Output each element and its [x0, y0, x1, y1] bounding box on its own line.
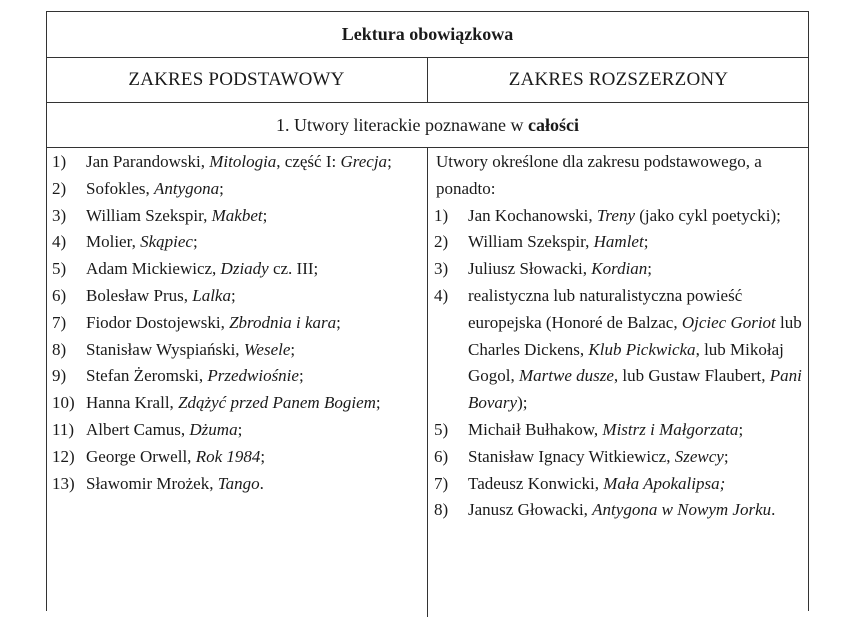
list-item — [434, 444, 808, 471]
item-text — [86, 256, 424, 283]
work-title: Mała Apokalipsa; — [603, 473, 726, 493]
work-title: Kordian — [591, 259, 648, 279]
item-fragment: . — [259, 473, 264, 493]
list-item — [52, 337, 424, 364]
item-text — [468, 444, 808, 471]
section-heading-text: 1. Utwory literackie poznawane w — [276, 114, 528, 135]
list-item — [434, 283, 808, 417]
item-text — [86, 363, 424, 390]
list-item — [52, 229, 424, 256]
item-fragment: ; — [643, 232, 649, 252]
item-number: 3) — [434, 259, 449, 279]
item-number: 9) — [52, 366, 67, 386]
work-title: Rok 1984 — [195, 446, 261, 466]
item-text — [86, 203, 424, 230]
work-title: Zbrodnia i kara — [229, 312, 337, 332]
work-title: Ojciec Goriot — [681, 312, 776, 332]
item-text — [86, 417, 424, 444]
list-item — [52, 256, 424, 283]
work-title: Grecja — [340, 152, 388, 171]
work-title: Antygona w Nowym Jorku — [592, 500, 772, 520]
item-fragment: ; — [375, 393, 381, 413]
column-header-basic: ZAKRES PODSTAWOWY — [128, 69, 345, 90]
item-number: 2) — [52, 178, 67, 198]
item-number: 7) — [52, 312, 67, 332]
work-title: Przedwiośnie — [207, 366, 299, 386]
work-title: Tango — [217, 473, 260, 493]
work-title: Dżuma — [189, 419, 238, 439]
item-text — [86, 390, 424, 417]
item-number: 6) — [434, 446, 449, 466]
author-name: Janusz Głowacki, — [468, 500, 593, 520]
basic-reading-list — [52, 149, 424, 497]
list-item — [52, 471, 424, 498]
author-name: William Szekspir, — [468, 232, 594, 252]
item-number: 8) — [52, 339, 67, 359]
item-text — [86, 337, 424, 364]
section-heading — [46, 103, 809, 147]
item-number: 6) — [52, 285, 67, 305]
author-name: Michaił Bułhakow, — [468, 419, 603, 439]
list-item — [52, 203, 424, 230]
item-fragment: (jako cykl poetycki); — [635, 205, 781, 225]
item-fragment: realistyczna lub naturalistyczna powieść europejska (Honoré de Balzac, — [468, 285, 743, 332]
item-fragment: ; — [738, 419, 744, 439]
item-number: 2) — [434, 232, 449, 252]
author-name: Stanisław Ignacy Witkiewicz, — [468, 446, 675, 466]
list-item — [52, 310, 424, 337]
author-name: William Szekspir, — [86, 205, 212, 225]
work-title: Klub Pickwicka — [588, 339, 696, 359]
item-number: 1) — [434, 205, 449, 225]
work-title: Mitologia — [209, 152, 277, 171]
reading-list-table — [46, 11, 809, 611]
item-fragment: ; — [290, 339, 296, 359]
work-title: Pani Bovary — [468, 366, 802, 413]
author-name: George Orwell, — [86, 446, 196, 466]
work-title: Martwe dusze — [519, 366, 614, 386]
item-fragment: , część I: — [276, 152, 341, 171]
item-fragment: ; — [219, 178, 224, 198]
extended-reading-list — [434, 149, 808, 524]
item-text — [468, 471, 808, 498]
list-item — [52, 176, 424, 203]
item-fragment: ; — [387, 152, 392, 171]
author-name: Tadeusz Konwicki, — [468, 473, 604, 493]
extended-items — [434, 203, 808, 525]
item-text — [468, 497, 808, 524]
author-name: Molier, — [86, 232, 141, 252]
author-name: Adam Mickiewicz, — [86, 259, 221, 279]
table-title: Lektura obowiązkowa — [341, 23, 514, 44]
item-number: 3) — [52, 205, 67, 225]
list-item — [52, 390, 424, 417]
item-text — [468, 256, 808, 283]
work-title: Treny — [596, 205, 635, 225]
item-fragment: ; — [230, 285, 236, 305]
item-fragment: lub Charles Dickens, — [468, 312, 802, 359]
work-title: Mistrz i Małgorzata — [602, 419, 739, 439]
work-title: Skąpiec — [140, 232, 193, 252]
item-fragment: , lub Gustaw Flaubert, — [613, 366, 770, 386]
work-title: Hamlet — [593, 232, 644, 252]
work-title: Makbet — [211, 205, 263, 225]
extended-intro: Utwory określone dla zakresu podstawowego, a ponadto: — [436, 152, 762, 198]
author-name: Sofokles, — [86, 178, 154, 198]
list-item — [52, 417, 424, 444]
item-number: 8) — [434, 500, 449, 520]
author-name: Sławomir Mrożek, — [86, 473, 218, 493]
item-text — [468, 229, 808, 256]
item-text — [86, 471, 424, 498]
list-item — [434, 417, 808, 444]
item-fragment: ; — [262, 205, 268, 225]
list-item — [52, 363, 424, 390]
item-number: 13) — [52, 473, 75, 493]
item-number: 11) — [52, 419, 75, 439]
column-header-extended: ZAKRES ROZSZERZONY — [508, 69, 729, 90]
item-number: 12) — [52, 446, 75, 466]
item-fragment: ; — [237, 419, 243, 439]
author-name: Stanisław Wyspiański, — [86, 339, 244, 359]
work-title: Szewcy — [674, 446, 724, 466]
item-fragment: ); — [517, 393, 528, 413]
item-number: 10) — [52, 393, 75, 413]
item-number: 5) — [52, 259, 67, 279]
item-fragment: ; — [298, 366, 304, 386]
item-text — [86, 310, 424, 337]
work-title: Lalka — [192, 285, 231, 305]
item-fragment: cz. III; — [268, 259, 319, 279]
section-heading-bold: całości — [527, 114, 579, 135]
item-text — [468, 417, 808, 444]
list-item — [434, 471, 808, 498]
author-name: Jan Parandowski, — [86, 152, 210, 171]
item-text — [468, 283, 808, 417]
work-title: Wesele — [243, 339, 291, 359]
item-number: 5) — [434, 419, 449, 439]
item-number: 4) — [434, 285, 449, 305]
item-fragment: ; — [192, 232, 198, 252]
author-name: Bolesław Prus, — [86, 285, 193, 305]
author-name: Stefan Żeromski, — [86, 366, 208, 386]
author-name: Fiodor Dostojewski, — [86, 312, 230, 332]
work-title: Antygona — [154, 178, 220, 198]
list-item — [434, 497, 808, 524]
item-text — [86, 149, 424, 176]
list-item — [434, 229, 808, 256]
item-text — [468, 203, 808, 230]
item-fragment: ; — [336, 312, 341, 332]
author-name: Albert Camus, — [86, 419, 190, 439]
item-text — [86, 229, 424, 256]
author-name: Juliusz Słowacki, — [468, 259, 592, 279]
item-number: 4) — [52, 232, 67, 252]
item-fragment: . — [771, 500, 776, 520]
list-item — [434, 256, 808, 283]
item-fragment: , lub Mikołaj Gogol, — [468, 339, 784, 386]
work-title: Zdążyć przed Panem Bogiem — [178, 393, 376, 413]
list-item — [52, 444, 424, 471]
work-title: Dziady — [220, 259, 269, 279]
item-fragment: ; — [723, 446, 729, 466]
list-item — [52, 149, 424, 176]
item-text — [86, 444, 424, 471]
item-fragment: ; — [260, 446, 266, 466]
author-name: Jan Kochanowski, — [468, 205, 597, 225]
item-text — [86, 283, 424, 310]
item-fragment: ; — [647, 259, 653, 279]
column-divider — [427, 147, 428, 617]
list-item — [52, 283, 424, 310]
author-name: Hanna Krall, — [86, 393, 179, 413]
item-number: 1) — [52, 152, 67, 171]
item-text — [86, 176, 424, 203]
list-item — [434, 203, 808, 230]
item-number: 7) — [434, 473, 449, 493]
